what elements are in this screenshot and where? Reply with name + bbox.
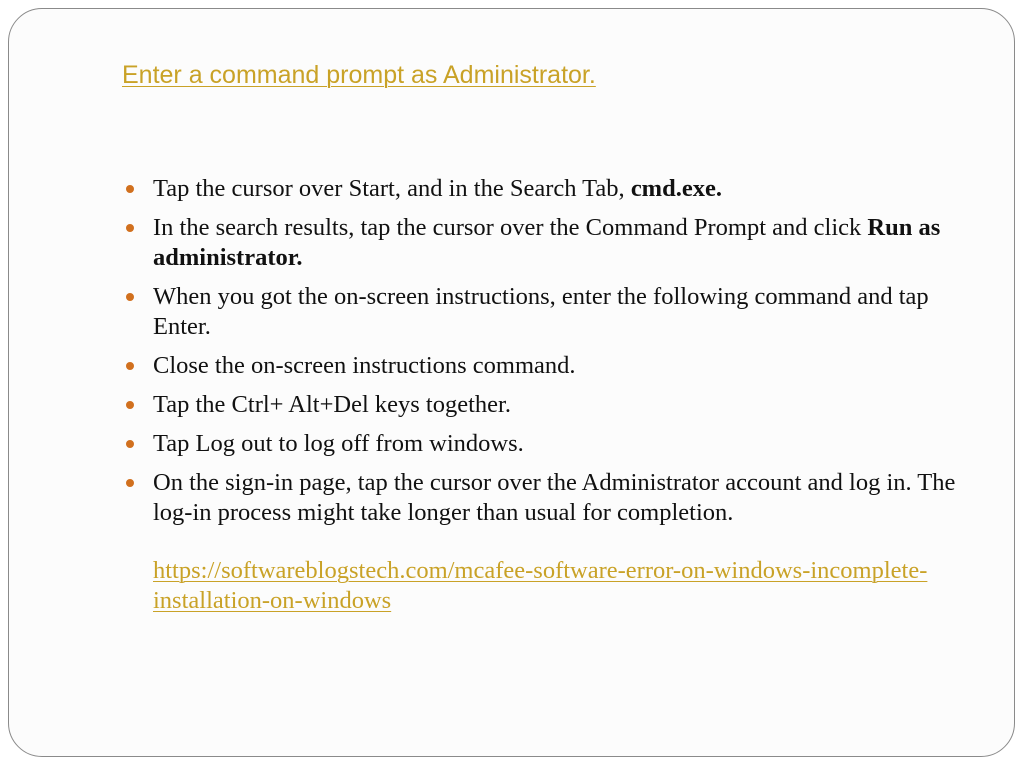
list-item [126,468,976,528]
bullet-text: Tap the Ctrl+ Alt+Del keys together. [153,391,511,418]
list-item [126,390,976,420]
bullet-list [126,174,976,537]
bullet-bold-text: Run as administrator. [153,214,941,271]
source-link[interactable]: https://softwareblogstech.com/mcafee-software-error-on-windows-incomplete-installation-on-windows [153,557,928,614]
bullet-dot-icon [126,401,134,409]
list-item [126,351,976,381]
bullet-bold-text: cmd.exe. [630,175,722,202]
slide-frame [8,8,1015,757]
bullet-dot-icon [126,224,134,232]
bullet-text: When you got the on-screen instructions, enter the following command and tap Enter. [153,283,929,340]
bullet-dot-icon [126,185,134,193]
bullet-dot-icon [126,440,134,448]
list-item [126,429,976,459]
list-item [126,213,976,273]
bullet-dot-icon [126,479,134,487]
bullet-dot-icon [126,293,134,301]
bullet-text: On the sign-in page, tap the cursor over the Administrator account and log in. The log-in process might take longer than usual for completion. [153,469,956,526]
bullet-text: Tap the cursor over Start, and in the Search Tab, [153,175,631,202]
bullet-text: Tap Log out to log off from windows. [153,430,524,457]
bullet-dot-icon [126,362,134,370]
bullet-text: Close the on-screen instructions command. [153,352,576,379]
list-item [126,174,976,204]
slide-title: Enter a command prompt as Administrator. [122,61,596,89]
bullet-text: In the search results, tap the cursor over the Command Prompt and click [153,214,868,241]
list-item [126,282,976,342]
